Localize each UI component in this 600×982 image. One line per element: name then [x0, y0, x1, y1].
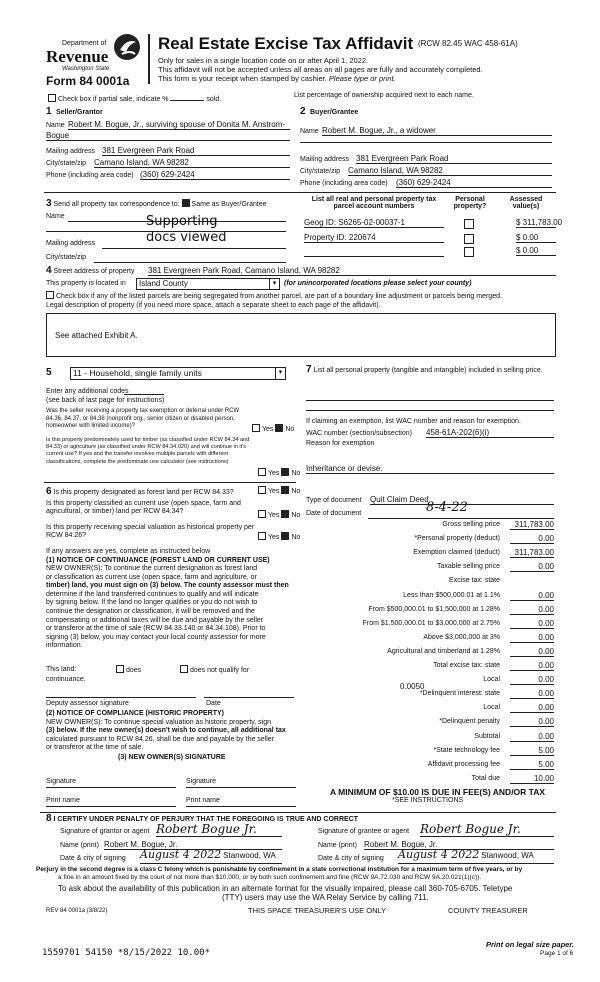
- sold-label: sold.: [206, 96, 222, 103]
- signature-label: Signature: [46, 778, 76, 785]
- buyer-city[interactable]: Camano Island, WA 98282: [348, 166, 552, 176]
- section-2-number: 2: [300, 106, 306, 117]
- header-line-3: [158, 74, 396, 83]
- no-label: No: [291, 512, 301, 519]
- notice-line: determine if the land transferred continues to qualify and will indicate: [46, 590, 259, 598]
- deputy-sig-label: Deputy assessor signature: [46, 700, 129, 707]
- notice-line: by signing below. If the land no longer qualifies or you do not wish to: [46, 599, 258, 607]
- tax-row-value[interactable]: 0.00: [510, 661, 554, 671]
- tax-row-label: Less than $500,000.01 at 1.1%: [403, 592, 500, 599]
- forest-yes-checkbox[interactable]: [258, 486, 266, 494]
- tax-row-label: From $1,500,000.01 to $3,000,000 at 2.75%: [362, 620, 500, 627]
- doc-date: 8-4-22: [426, 500, 468, 515]
- yes-label: Yes: [268, 488, 280, 495]
- does-label: does: [126, 667, 142, 674]
- q1-yes-checkbox[interactable]: [252, 424, 260, 432]
- dept-label: Department of: [62, 40, 107, 47]
- wac-label: WAC number (section/subsection): [306, 430, 412, 437]
- county-value: Island County: [139, 279, 188, 288]
- forest-question: Is this property designated as forest land per RCW 84.33?: [53, 489, 234, 496]
- county-note: (for unincorporated locations please select your county): [284, 280, 472, 287]
- section-1-number: 1: [46, 106, 52, 117]
- does-not-checkbox[interactable]: [180, 665, 188, 673]
- grantor-date-city[interactable]: [140, 848, 282, 864]
- legal-description: See attached Exhibit A.: [55, 331, 138, 340]
- tax-row-label: *State technology fee: [433, 747, 500, 754]
- ownership-note: List percentage of ownership acquired next to each name.: [294, 92, 474, 99]
- grantor-city: Stanwood, WA: [223, 851, 276, 860]
- yes-label: Yes: [262, 426, 274, 433]
- grantee-signature[interactable]: Robert Bogue Jr.: [420, 822, 554, 837]
- seller-phone[interactable]: (360) 629-2424: [140, 170, 290, 180]
- q2-no-checkbox[interactable]: [281, 468, 289, 476]
- tax-row-value[interactable]: 0.00: [510, 562, 554, 572]
- grantor-name[interactable]: Robert M. Bogue, Jr.: [104, 840, 282, 850]
- parcel-number[interactable]: Geog ID: S6265-02-00037-1: [304, 218, 444, 228]
- buyer-phone[interactable]: (360) 629-2424: [396, 178, 552, 188]
- parcel-col-header: List all real and personal property tax parcel account numbers: [311, 196, 437, 210]
- if-yes-note: If any answers are yes, complete as instructed below: [46, 548, 211, 555]
- alt-format-line-1: To ask about the availability of this publication in an alternate format for the visually impaired, please call 360-705-6705. Teletype: [58, 884, 513, 893]
- q2-answer: [258, 468, 300, 477]
- grantee-city: Stanwood, WA: [481, 851, 534, 860]
- tax-row-value[interactable]: 0.00: [510, 689, 554, 699]
- segregated-checkbox[interactable]: [46, 291, 54, 299]
- tax-row-label: *Delinquent interest: state: [419, 690, 500, 697]
- local-rate: 0.0050: [400, 682, 425, 691]
- page-number: Page 1 of 6: [540, 950, 574, 957]
- tax-row-label: Affidavit processing fee: [427, 761, 500, 768]
- continuance-label: continuance.: [46, 676, 86, 683]
- state-label: Washington State: [62, 66, 110, 72]
- assessed-col-header: Assessed value(s): [509, 196, 543, 210]
- street-label: Street address of property: [53, 268, 135, 275]
- section-4-street: 4 Street address of property: [46, 265, 135, 276]
- buyer-city-label: City/state/zip: [300, 168, 341, 175]
- tax-row-label: Taxable selling price: [436, 563, 500, 570]
- yes-label: Yes: [268, 470, 280, 477]
- street-address[interactable]: 381 Evergreen Park Road, Camano Island, WA 98282: [148, 266, 556, 276]
- tax-row-label: Above $3,000,000 at 3%: [423, 634, 500, 641]
- grantee-date-city[interactable]: [398, 848, 554, 864]
- buyer-address[interactable]: 381 Evergreen Park Road: [356, 154, 552, 164]
- seller-addr-label: Mailing address: [46, 148, 96, 155]
- chevron-down-icon: ▾: [269, 279, 279, 289]
- docs-viewed-handwriting: docs viewed: [146, 230, 227, 245]
- does-checkbox[interactable]: [116, 665, 124, 673]
- legal-desc-label: Legal description of property (if you need more space, attach a separate sheet to each page of the affidavit).: [46, 302, 381, 309]
- buyer-addr-label: Mailing address: [300, 156, 350, 163]
- tax-row-label: *Delinquent penalty: [439, 718, 500, 725]
- current-use-no-checkbox[interactable]: [281, 510, 289, 518]
- buyer-name[interactable]: Robert M. Bogue, Jr., a widower: [322, 126, 552, 136]
- same-as-buyer-label: Same as Buyer/Grantee: [191, 201, 267, 208]
- tax-row-label: Local: [483, 704, 500, 711]
- yes-label: Yes: [268, 534, 280, 541]
- dor-logo-icon: [112, 32, 142, 62]
- doc-date-label: Date of document: [306, 510, 362, 517]
- assessed-value[interactable]: $ 0.00: [516, 246, 556, 256]
- land-use-value: 11 - Household, single family units: [73, 368, 202, 378]
- historical-no-checkbox[interactable]: [281, 532, 289, 540]
- header-line-3b: Please type or print.: [328, 74, 396, 83]
- notice-line: signing (3) below, you may contact your local county assessor for more: [46, 633, 266, 641]
- parcel-number[interactable]: [304, 246, 444, 257]
- s3-addr-label: Mailing address: [46, 240, 96, 247]
- segregated-row: [46, 291, 502, 300]
- header-line-1: Only for sales in a single location code on or after April 1, 2022.: [158, 56, 369, 65]
- buyer-phone-label: Phone (including area code): [300, 180, 388, 187]
- revision-label: REV 84 0001a (3/8/22): [46, 908, 108, 914]
- assessed-value[interactable]: $ 0.00: [516, 233, 556, 243]
- county-label: This property is located in: [46, 280, 126, 287]
- perjury-line-1: Perjury in the second degree is a class C felony which is punishable by confinement in a state correctional institution for a maximum term of five years, or by: [36, 866, 523, 873]
- tax-row-value[interactable]: 0.00: [510, 605, 554, 615]
- historical-yes-checkbox[interactable]: [258, 532, 266, 540]
- perjury-line-2: a fine in an amount fixed by the court of not more than $10,000, or by both such confinement and fine (RCW 9A.72.030 and RCW 9A.20.021(1)(c)).: [58, 874, 482, 881]
- q1-no-checkbox[interactable]: [275, 424, 283, 432]
- grantee-date-label: Date & city of signing: [318, 855, 384, 862]
- signature-label: Signature: [186, 778, 216, 785]
- section-8-heading: 8 I CERTIFY UNDER PENALTY OF PERJURY THAT THE FOREGOING IS TRUE AND CORRECT: [46, 813, 359, 824]
- tax-row-label: Excise tax: state: [449, 577, 500, 584]
- buyer-heading: Buyer/Grantee: [310, 109, 359, 116]
- yes-label: Yes: [268, 512, 280, 519]
- segregated-label: Check box if any of the listed parcels are being segregated from another parcel, are part of a boundary line adjustment or parcels being merged.: [56, 293, 502, 300]
- tax-row-label: From $500,000.01 to $1,500,000 at 1.28%: [368, 606, 500, 613]
- s3-name-label: Name: [46, 213, 65, 220]
- see-instructions: *SEE INSTRUCTIONS: [392, 797, 464, 804]
- s3-city-field[interactable]: [94, 252, 286, 263]
- grantor-date-label: Date & city of signing: [60, 855, 126, 862]
- seller-city[interactable]: Camano Island, WA 98282: [94, 158, 290, 168]
- s6-q3-answer: [258, 532, 300, 541]
- tax-row-label: Subtotal: [474, 733, 500, 740]
- section-7-heading: 7 List all personal property (tangible and intangible) included in selling price.: [306, 364, 543, 375]
- tax-row-value[interactable]: 0.00: [510, 633, 554, 643]
- q2-yes-checkbox[interactable]: [258, 468, 266, 476]
- tax-row-label: Exemption claimed (deduct): [413, 549, 500, 556]
- parcel-number[interactable]: Property ID: 220674: [304, 233, 444, 243]
- seller-phone-label: Phone (including area code): [46, 172, 134, 179]
- notice-line: NEW OWNER(S): To continue the current designation as forest land: [46, 565, 258, 572]
- s6-q2-answer: [258, 510, 300, 519]
- historical-question: Is this property receiving special valuation as historical property per RCW 84.26?: [46, 524, 255, 539]
- grantee-date: August 4 2022: [398, 848, 480, 861]
- notice-line: or transferor at the time of sale.: [46, 744, 144, 752]
- notice-line: calculated pursuant to RCW 84.26, shall be due and payable by the seller: [46, 735, 275, 743]
- seller-address[interactable]: 381 Evergreen Park Road: [102, 146, 290, 156]
- revenue-logo-text: Revenue: [46, 47, 109, 66]
- current-use-yes-checkbox[interactable]: [258, 510, 266, 518]
- no-label: No: [291, 488, 301, 495]
- page-title: Real Estate Excise Tax Affidavit: [158, 34, 414, 53]
- deputy-date-label: Date: [206, 700, 221, 707]
- does-option: [116, 665, 141, 674]
- seller-name-label: Name: [46, 122, 65, 129]
- partial-sale-checkbox[interactable]: [48, 94, 56, 102]
- treasurer-space-label: THIS SPACE TREASURER'S USE ONLY: [248, 906, 387, 915]
- grantor-signature[interactable]: Robert Bogue Jr.: [156, 822, 282, 837]
- personal-checkbox[interactable]: [464, 247, 474, 257]
- does-not-option: [180, 665, 249, 674]
- notice-line: continue the designation or classification, it will be removed and the: [46, 607, 255, 615]
- seller-city-label: City/state/zip: [46, 160, 87, 167]
- grantee-name[interactable]: Robert M. Bogue, Jr.: [364, 840, 554, 850]
- tax-row-value[interactable]: 0.00: [510, 717, 554, 727]
- recording-stamp: 1559701 54150 *8/15/2022 10.00*: [42, 948, 210, 958]
- tax-row-value[interactable]: 5.00: [510, 760, 554, 770]
- codes-field[interactable]: [124, 386, 164, 395]
- tax-row-label: Total due: [471, 775, 500, 782]
- tax-row-value[interactable]: 0.00: [510, 591, 554, 601]
- grantee-sig-label: Signature of grantee or agent: [318, 828, 410, 835]
- chevron-down-icon: ▾: [275, 368, 285, 379]
- does-not-label: does not qualify for: [190, 667, 250, 674]
- tax-row-value[interactable]: 0.00: [510, 675, 554, 685]
- partial-sale-row: [48, 94, 221, 103]
- new-owner-sig-heading: (3) NEW OWNER(S) SIGNATURE: [118, 754, 226, 761]
- print-name-label: Print name: [186, 797, 220, 804]
- county-select[interactable]: [136, 278, 280, 290]
- header-line-3a: This form is your receipt when stamped by cashier.: [158, 74, 327, 83]
- tax-row-value[interactable]: 0.00: [510, 534, 554, 544]
- grantor-sig-label: Signature of grantor or agent: [60, 828, 150, 835]
- assessed-value[interactable]: $ 311,783.00: [516, 218, 563, 227]
- notice-1-text: [46, 565, 289, 651]
- no-label: No: [291, 534, 301, 541]
- grantor-name-label: Name (print): [60, 842, 99, 849]
- buyer-name-label: Name: [300, 128, 319, 135]
- notice-2-heading: (2) NOTICE OF COMPLIANCE (HISTORIC PROPERTY): [46, 710, 224, 717]
- rcw-reference: (RCW 82.45 WAC 458-61A): [418, 39, 518, 48]
- s6-q1-answer: [258, 486, 300, 495]
- this-land-label: This land:: [46, 666, 77, 673]
- doc-type-label: Type of document: [306, 497, 362, 504]
- county-treasurer-label: COUNTY TREASURER: [448, 906, 528, 915]
- tax-row-value[interactable]: [510, 576, 554, 585]
- seller-name-cont[interactable]: Bogue: [46, 131, 290, 141]
- no-label: No: [291, 470, 301, 477]
- certify-label: I CERTIFY UNDER PENALTY OF PERJURY THAT THE FOREGOING IS TRUE AND CORRECT: [53, 816, 359, 823]
- seller-heading: Seller/Grantor: [56, 109, 103, 116]
- tax-row-value[interactable]: 10.00: [510, 774, 554, 784]
- codes-label: Enter any additional codes: [46, 388, 129, 395]
- supporting-handwriting: Supporting: [146, 214, 218, 229]
- header-line-2: This affidavit will not be accepted unless all areas on all pages are fully and accurately completed.: [158, 65, 483, 74]
- section-3-label: Send all property tax correspondence to:: [53, 201, 180, 208]
- partial-sale-label: Check box if partial sale, indicate %: [58, 96, 169, 103]
- minimum-due-note: A MINIMUM OF $10.00 IS DUE IN FEE(S) AND/OR TAX: [330, 787, 546, 797]
- same-as-buyer-checkbox[interactable]: [182, 199, 190, 207]
- legal-description-box[interactable]: [46, 313, 556, 357]
- notice-line: information.: [46, 642, 83, 650]
- section-5-number: 5: [46, 367, 52, 378]
- notice-line: timber) land, you must sign on (3) below. The county assessor must then: [46, 582, 289, 590]
- tax-row-label: Local: [483, 676, 500, 683]
- tax-row-value[interactable]: 5.00: [510, 746, 554, 756]
- tax-row-value[interactable]: 311,783.00: [510, 548, 554, 558]
- grantee-name-label: Name (print): [318, 842, 357, 849]
- section-3-heading: 3 Send all property tax correspondence to: Same as Buyer/Grantee: [46, 198, 267, 209]
- reason-label: Reason for exemption: [306, 440, 375, 447]
- print-name-label: Print name: [46, 797, 80, 804]
- tax-row-value[interactable]: 0.00: [510, 703, 554, 713]
- tax-row-value[interactable]: 311,783.00: [510, 520, 554, 530]
- doc-type[interactable]: Quit Claim Deed: [370, 495, 554, 505]
- tax-row-label: *Personal property (deduct): [414, 535, 500, 542]
- seller-name[interactable]: Robert M. Bogue, Jr., surviving spouse of Donita M. Anstrom-: [68, 120, 290, 130]
- notice-line: (3) below. If the new owner(s) doesn't wish to continue, all additional tax: [46, 727, 286, 735]
- timber-question: Is this property predominately used for timber (as classified under RCW 84.34 and 84.33) or agriculture (as classified under RCW 84.34.020) and will continue in it's current use? If yes and the transfer involves multiple parcels with different classifications, complete the predominate use calculator (see instructions): [46, 437, 250, 465]
- no-label: No: [285, 426, 295, 433]
- wac-number[interactable]: 458-61A-202(6)(i): [426, 428, 554, 438]
- alt-format-line-2: (TTY) users may use the WA Relay Service by calling 711.: [222, 893, 429, 902]
- personal-col-header: Personal property?: [453, 196, 487, 210]
- notice-2-text: [46, 719, 286, 753]
- forest-no-checkbox[interactable]: [281, 486, 289, 494]
- legal-size-note: Print on legal size paper.: [486, 940, 574, 949]
- section-6-q1: 6 Is this property designated as forest land per RCW 84.33?: [46, 486, 234, 497]
- notice-line: NEW OWNER(S): To continue special valuation as historic property, sign: [46, 719, 271, 726]
- tax-row-value[interactable]: 0.00: [510, 732, 554, 742]
- personal-checkbox[interactable]: [464, 234, 474, 244]
- exemption-question: Was the seller receiving a property tax exemption or deferral under RCW 84.36, 84.37, or 84.38 (nonprofit org., senior citizen or disabled person, homeowner with limited income)?: [46, 408, 240, 429]
- tax-row-label: Gross selling price: [442, 521, 500, 528]
- form-number: Form 84 0001a: [46, 74, 130, 88]
- grantor-date: August 4 2022: [140, 848, 222, 861]
- personal-checkbox[interactable]: [464, 219, 474, 229]
- tax-row-value[interactable]: 0.00: [510, 647, 554, 657]
- tax-row-label: Agricultural and timberland at 1.28%: [387, 648, 500, 655]
- s3-city-label: City/state/zip: [46, 254, 87, 261]
- codes-note: (see back of last page for instructions): [46, 397, 165, 404]
- notice-1-heading: (1) NOTICE OF CONTINUANCE (FOREST LAND OR CURRENT USE): [46, 557, 270, 564]
- exemption-claim-label: If claiming an exemption, list WAC number and reason for exemption.: [306, 418, 521, 425]
- current-use-question: Is this property classified as current use (open space, farm and agricultural, or timber) land per RCW 84.34?: [46, 500, 241, 515]
- tax-row-label: Total excise tax: state: [433, 662, 500, 669]
- notice-line: compensating or additional taxes will be due and payable by the seller: [46, 616, 264, 624]
- personal-property-label: List all personal property (tangible and intangible) included in selling price.: [313, 367, 543, 374]
- reason-exemption[interactable]: Inheritance or devise.: [306, 464, 554, 474]
- land-use-select[interactable]: [70, 367, 286, 380]
- tax-row-value[interactable]: 0.00: [510, 619, 554, 629]
- q1-answer: [252, 424, 294, 433]
- notice-line: or classification as current use (open space, farm and agriculture, or: [46, 573, 257, 581]
- notice-line: or transferor at the time of sale (RCW 84.33.140 or 84.34.108). Prior to: [46, 625, 266, 633]
